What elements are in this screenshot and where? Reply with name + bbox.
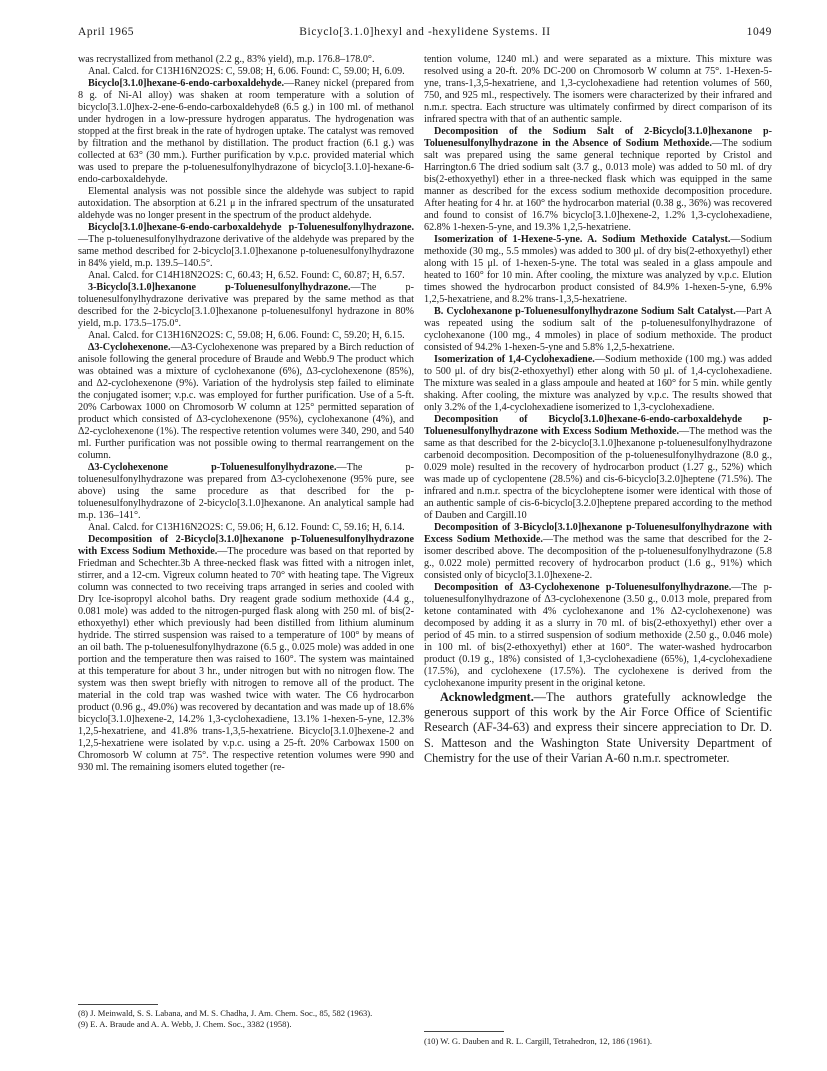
header-page-number: 1049 [746, 26, 772, 38]
section-heading: Decomposition of Δ3-Cyclohexenone p-Toluenesulfonylhydrazone. [434, 582, 732, 593]
paragraph-text: —The sodium salt was prepared using the same general technique reported by Cristol and Harrington.6 The dried sodium salt (3.7 g., 0.013 mole) was added to 50 ml. of dry bis(2-ethoxyethyl) ether in a three-necked flask which was equipped in the same manner as described for the excess sodium methoxide decomposition procedure. After heating for 4 hr. at 160° the hydrocarbon material (0.38 g., 36%) was recovered and found to consist of 16.7% bicyclo[3.1.0]hexene-2, 1.2% 1,3-cyclohexadiene, 62.8% 1-hexen-5-yne, and 19.3% 1,2,5-hexatriene. [424, 138, 773, 233]
paragraph-text: Anal. Calcd. for C14H18N2O2S: C, 60.43; H, 6.52. Found: C, 60.87; H, 6.57. [88, 270, 405, 281]
paragraph [424, 126, 772, 234]
paragraph [424, 414, 772, 522]
section-heading: Δ3-Cyclohexenone. [88, 342, 171, 353]
section-heading: Decomposition of 3-Bicyclo[3.1.0]hexanone p-Toluenesulfonylhydrazone with Excess Sodium Methoxide. [424, 522, 772, 545]
paragraph-text: —Sodium methoxide (100 mg.) was added to 500 μl. of dry bis(2-ethoxyethyl) ether along with 50 μl. of 1,4-cyclohexadiene. The mixture was sealed in a glass ampoule and heated at 160° for 5 min. while gently shaking. After cooling, the mixture was analyzed by v.p.c. The results showed that only 3.2% of the 1,4-cyclohexadiene isomerized to 1,3-cyclohexadiene. [424, 354, 772, 413]
paragraph-text: Anal. Calcd. for C13H16N2O2S: C, 59.08; H, 6.06. Found: C, 59.00; H, 6.09. [88, 66, 405, 77]
header-date: April 1965 [78, 26, 135, 38]
paragraph-text: tention volume, 1240 ml.) and were separated as a mixture. This mixture was resolved using a 20-ft. 20% DC-200 on Chromosorb W column at 75°. 1-Hexen-5-yne, trans-1,3,5-hexatriene, and 1,3-cyclohexadiene had retention volumes of 560, 750, and 925 ml., respectively. The isomers were characterized by their infrared and n.m.r. spectra. Each structure was ultimately confirmed by direct comparison of its infrared spectra with that of an authentic sample. [424, 54, 772, 125]
paragraph [78, 342, 414, 462]
section-heading: 3-Bicyclo[3.1.0]hexanone p-Toluenesulfonylhydrazone. [88, 282, 351, 293]
acknowledgment [424, 690, 772, 766]
paragraph-text: —The procedure was based on that reported by Friedman and Schechter.3b A three-necked flask was fitted with a nitrogen inlet, stirrer, and a 12-cm. Vigreux column heated to 70° with heating tape. The Vigreux column was connected to two receiving traps arranged in series and cooled with Dry Ice-isopropyl alcohol baths. Dry reagent grade sodium methoxide (4.4 g., 0.081 mole) was added to the nitrogen-purged flask along with 250 ml. of bis(2-ethoxyethyl) ether which previously had been distilled from lithium aluminum hydride. The stirred suspension was raised to a temperature of 100° by means of an oil bath. The p-toluenesulfonylhydrazone (6.5 g., 0.025 mole) was added in one portion and the temperature then was raised to 160°. The system was maintained at this temperature for about 3 hr., under nitrogen but with no nitrogen flow. The system was then swept briefly with nitrogen to remove all of the product. The material in the cold trap was washed twice with water. The C6 hydrocarbon product (0.96 g., 49.0%) was recovered by decantation and was made up of 18.6% bicyclo[3.1.0]hexene-2, 14.2% 1,3-cyclohexadiene, 13.1% 1-hexen-5-yne, 12.3% 1,2,5-hexatriene, and 41.8% trans-1,3,5-hexatriene. Bicyclo[3.1.0]hexene-2 and 1,2,5-hexatriene were isolated by v.p.c. using a 25-ft. 20% Carbowax 1500 on Chromosorb W column at 75°. The respective retention volumes were 990 and 930 ml. The remaining isomers eluted together (re- [78, 546, 414, 773]
footnote-rule-right [424, 1031, 504, 1032]
paragraph [78, 222, 414, 270]
section-heading: Bicyclo[3.1.0]hexane-6-endo-carboxaldehyde. [88, 78, 285, 89]
paragraph-text: —The p-toluenesulfonylhydrazone derivative of the aldehyde was prepared by the same method described for 2-bicyclo[3.1.0]hexanone p-toluenesulfonylhydrazone in 84% yield, m.p. 139.5–140.5°. [78, 234, 414, 269]
paragraph-text: Anal. Calcd. for C13H16N2O2S: C, 59.06; H, 6.12. Found: C, 59.16; H, 6.14. [88, 522, 405, 533]
page-header [78, 26, 772, 42]
section-heading: Decomposition of 2-Bicyclo[3.1.0]hexanone p-Toluenesulfonylhydrazone with Excess Sodium Methoxide. [78, 534, 414, 557]
paragraph [78, 462, 414, 522]
paragraph-text: —The p-toluenesulfonylhydrazone was prepared from Δ3-cyclohexenone (95% pure, see above) using the same procedure as that described for the p-toluenesulfonylhydrazone of 2-bicyclo[3.1.0]hexanone. An analytical sample had m.p. 136–141°. [78, 462, 414, 521]
section-heading: Bicyclo[3.1.0]hexane-6-endo-carboxaldehyde p-Toluenesulfonylhydrazone. [88, 222, 414, 233]
right-column [424, 54, 772, 766]
footnote: (9) E. A. Braude and A. A. Webb, J. Chem. Soc., 3382 (1958). [78, 1018, 292, 1029]
section-heading: Isomerization of 1-Hexene-5-yne. A. Sodium Methoxide Catalyst. [434, 234, 731, 245]
paragraph-text: —Δ3-Cyclohexenone was prepared by a Birch reduction of anisole following the general procedure of Braude and Webb.9 The product which was obtained was a mixture of cyclohexanone (6%), Δ3-cyclohexenone (85%), and Δ2-cyclohexenone (9%). Variation of the hydrolysis step failed to eliminate the conjugated isomer; v.p.c. was employed for further purification. Use of a 5-ft. 20% Carbowax 1000 on Chromosorb W column at 125° permitted separation of product which consisted of Δ3-cyclohexenone (95%), cyclohexanone (4%), and Δ2-cyclohexenone (1%). The respective retention volumes were 340, 290, and 540 ml. Further purification was not possible owing to thermal rearrangement on the column. [78, 342, 414, 461]
footnotes-left [78, 1008, 414, 1029]
paragraph [424, 54, 772, 126]
section-heading: Decomposition of Bicyclo[3.1.0]hexane-6-endo-carboxaldehyde p-Toluenesulfonylhydrazone with Excess Sodium Methoxide. [424, 414, 772, 437]
paragraph-text: was recrystallized from methanol (2.2 g., 83% yield), m.p. 176.8–178.0°. [78, 54, 375, 65]
paragraph [424, 306, 772, 354]
paragraph-text: —The method was the same as that described for the 2-bicyclo[3.1.0]hexanone p-toluenesulfonylhydrazone carbenoid decomposition. Decomposition of the p-toluenesulfonylhydrazone (8.0 g., 0.029 mole) resulted in the recovery of hydrocarbon product (1.27 g., 52%) which was made up of cyclopentene (28.5%) and cis-6-bicyclo[3.2.0]heptene (71.5%). The infrared and n.m.r. spectra of the bicycloheptene isomer were identical with those of an authentic sample of cis-6-bicyclo[3.2.0]heptene prepared according to the method of Dauben and Cargill.10 [424, 426, 772, 521]
paragraph-text: Elemental analysis was not possible since the aldehyde was subject to rapid autoxidation. The absorption at 6.21 μ in the infrared spectrum of the unsaturated aldehyde was no longer present in the spectrum of the product aldehyde. [78, 186, 414, 221]
acknowledgment-title: Acknowledgment. [440, 690, 534, 704]
paragraph-text: —The p-toluenesulfonylhydrazone derivative was prepared by the same method as that described for the 2-bicyclo[3.1.0]hexanone p-toluenesulfonyl hydrazone in 80% yield, m.p. 173.5–175.0°. [78, 282, 414, 329]
paragraph [424, 582, 772, 690]
paragraph [424, 354, 772, 414]
paragraph-text: —The method was the same that described for the 2-isomer described above. The decomposition of the p-toluenesulfonylhydrazone (5.8 g., 0.022 mole) permitted recovery of hydrocarbon product (1.6 g., 91%) which consisted only of bicyclo[3.1.0]hexene-2. [424, 534, 772, 581]
paragraph-text: —The p-toluenesulfonylhydrazone of Δ3-cyclohexenone (3.50 g., 0.013 mole, prepared from ketone contaminated with 4% cyclohexanone and 1% Δ2-cyclohexenone) was decomposed by adding it as a slurry in 70 ml. of bis(2-ethoxyethyl) ether over a period of 45 min. to a stirred suspension of sodium methoxide (2.50 g., 0.046 mole) in 100 ml. of bis(2-ethoxyethyl) ether at 160°. The water-washed hydrocarbon product (0.19 g., 18%) consisted of 1,3-cyclohexadiene (65%), 1,4-cyclohexadiene (17.5%), and cyclohexene (17.5%). The cyclohexene is derived from the cyclohexanone impurity present in the original ketone. [424, 582, 772, 689]
footnote-rule-left [78, 1004, 158, 1005]
paragraph [424, 234, 772, 306]
section-heading: Δ3-Cyclohexenone p-Toluenesulfonylhydrazone. [88, 462, 337, 473]
paragraph [424, 522, 772, 582]
paragraph [78, 54, 414, 66]
paragraph-text: —Raney nickel (prepared from 8 g. of Ni-Al alloy) was shaken at room temperature with a solution of bicyclo[3.1.0]hex-2-ene-6-endo-carboxaldehyde8 (6.5 g.) in 100 ml. of methanol under hydrogen in a low-pressure hydrogen apparatus. The hydrogenation was stopped at the first break in the rate of hydrogen uptake. The catalyst was removed by filtration and the methanol by distillation. The product fraction (6.1 g.) was collected at 63° (30 mm.). Further purification by v.p.c. provided material which was used to prepare the p-toluenesulfonylhydrazone of bicyclo[3.1.0]-hexane-6-endo-carboxaldehyde. [78, 78, 414, 185]
paragraph [78, 534, 414, 774]
header-running-title: Bicyclo[3.1.0]hexyl and -hexylidene Systems. II [299, 26, 551, 38]
acknowledgment-text: —The authors gratefully acknowledge the generous support of this work by the Air Force Office of Scientific Research (AF-34-63) and express their sincere appreciation to Dr. D. S. Matteson and the Washington State University Department of Chemistry for the use of their Varian A-60 n.m.r. spectrometer. [424, 690, 772, 765]
left-column [78, 54, 414, 774]
section-heading: B. Cyclohexanone p-Toluenesulfonylhydrazone Sodium Salt Catalyst. [434, 306, 736, 317]
paragraph [78, 282, 414, 330]
section-heading: Isomerization of 1,4-Cyclohexadiene. [434, 354, 595, 365]
footnotes-right [424, 1036, 772, 1047]
paragraph-text: —Sodium methoxide (30 mg., 5.5 mmoles) was added to 300 μl. of dry bis(2-ethoxyethyl) ether along with 15 μl. of 1-hexen-5-yne. The total was sealed in a glass ampoule and heated to 160° for 10 min. After cooling, the mixture was analyzed by v.p.c. Elution times showed the hydrocarbon product consisted of 84.9% 1-hexen-5-yne, 6.9% 1,2,5-hexatriene, and 8.2% trans-1,3,5-hexatriene. [424, 234, 772, 305]
paragraph [78, 186, 414, 222]
section-heading: Decomposition of the Sodium Salt of 2-Bicyclo[3.1.0]hexanone p-Toluenesulfonylhydrazone in the Absence of Sodium Methoxide. [424, 126, 772, 149]
paragraph-text: —Part A was repeated using the sodium salt of the p-toluenesulfonylhydrazone of cyclohexanone (100 mg., 4 mmoles) in place of sodium methoxide. The product consisted of 94.2% 1-hexen-5-yne and 5.8% 1,2,5-hexatriene. [424, 306, 772, 353]
paragraph [78, 78, 414, 186]
paragraph [78, 270, 414, 282]
paragraph [78, 522, 414, 534]
paragraph [78, 330, 414, 342]
footnote: (10) W. G. Dauben and R. L. Cargill, Tetrahedron, 12, 186 (1961). [424, 1036, 652, 1046]
paragraph-text: Anal. Calcd. for C13H16N2O2S: C, 59.08; H, 6.06. Found: C, 59.20; H, 6.15. [88, 330, 405, 341]
footnote: (8) J. Meinwald, S. S. Labana, and M. S. Chadha, J. Am. Chem. Soc., 85, 582 (1963). [78, 1008, 373, 1018]
paragraph [78, 66, 414, 78]
